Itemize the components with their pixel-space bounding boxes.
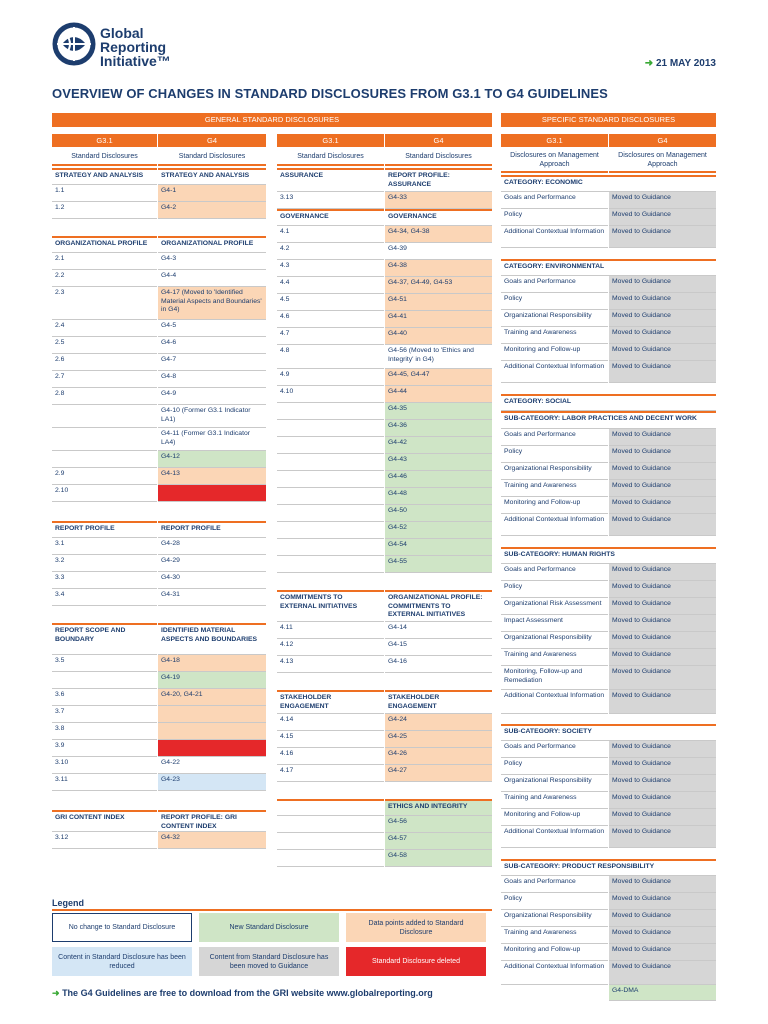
g31-cell: Goals and Performance — [501, 876, 608, 893]
g31-cell: Goals and Performance — [501, 564, 608, 581]
general-section-header: GENERAL STANDARD DISCLOSURES — [52, 113, 492, 127]
g4-cell: G4-22 — [158, 757, 266, 774]
category-header: CATEGORY: SOCIAL — [501, 394, 716, 411]
g31-cell: 2.8 — [52, 388, 157, 405]
g4-cell: G4-30 — [158, 572, 266, 589]
g4-cell: G4-57 — [385, 833, 492, 850]
g4-cell: G4-25 — [385, 731, 492, 748]
g31-cell: 1.2 — [52, 202, 157, 219]
category-g31-label: GRI CONTENT INDEX — [52, 810, 157, 832]
g4-cell: G4-3 — [158, 253, 266, 270]
g31-cell: Training and Awareness — [501, 327, 608, 344]
col1-g4-header: G4 — [158, 134, 266, 147]
g31-cell: 2.1 — [52, 253, 157, 270]
g31-cell: Policy — [501, 893, 608, 910]
g31-cell: Additional Contextual Information — [501, 514, 608, 536]
legend-item: Standard Disclosure deleted — [346, 947, 486, 976]
g4-cell: Moved to Guidance — [609, 310, 716, 327]
category-g31-label: COMMITMENTS TO EXTERNAL INITIATIVES — [277, 590, 384, 622]
category-g4-label: IDENTIFIED MATERIAL ASPECTS AND BOUNDARIES — [158, 623, 266, 655]
g31-cell: 2.5 — [52, 337, 157, 354]
legend-item: Content from Standard Disclosure has been moved to Guidance — [199, 947, 339, 976]
g31-cell: 4.3 — [277, 260, 384, 277]
g31-cell: 3.8 — [52, 723, 157, 740]
g4-cell: G4-48 — [385, 488, 492, 505]
g31-cell: 2.10 — [52, 485, 157, 502]
category-header: SUB-CATEGORY: LABOR PRACTICES AND DECENT WORK — [501, 411, 716, 429]
category-g4-label: REPORT PROFILE: ASSURANCE — [385, 168, 492, 192]
g31-cell: Additional Contextual Information — [501, 961, 608, 985]
g4-cell: G4-26 — [385, 748, 492, 765]
g31-cell: 3.11 — [52, 774, 157, 791]
g4-cell: Moved to Guidance — [609, 809, 716, 826]
col2-g31-subheader: Standard Disclosures — [277, 149, 384, 166]
g31-cell: Impact Assessment — [501, 615, 608, 632]
g31-cell: 4.17 — [277, 765, 384, 782]
g31-cell — [501, 985, 608, 1001]
g31-cell: Monitoring, Follow-up and Remediation — [501, 666, 608, 690]
arrow-right-icon: ➜ — [644, 58, 654, 69]
g4-cell: G4-4 — [158, 270, 266, 287]
g31-cell: Goals and Performance — [501, 192, 608, 209]
g31-cell: 4.12 — [277, 639, 384, 656]
g4-cell: G4-55 — [385, 556, 492, 573]
g31-cell: Policy — [501, 446, 608, 463]
col1-g4-subheader: Standard Disclosures — [158, 149, 266, 166]
g4-cell: Moved to Guidance — [609, 429, 716, 446]
g4-cell: Moved to Guidance — [609, 944, 716, 961]
category-header: CATEGORY: ECONOMIC — [501, 175, 716, 192]
g4-cell: G4-9 — [158, 388, 266, 405]
category-g4-label: STAKEHOLDER ENGAGEMENT — [385, 690, 492, 714]
g31-cell — [52, 672, 157, 689]
g4-cell: Moved to Guidance — [609, 276, 716, 293]
g31-cell: 2.2 — [52, 270, 157, 287]
g31-cell: 4.1 — [277, 226, 384, 243]
g31-cell — [277, 437, 384, 454]
g4-cell: Moved to Guidance — [609, 927, 716, 944]
g4-cell: Moved to Guidance — [609, 775, 716, 792]
legend-item: Content in Standard Disclosure has been reduced — [52, 947, 192, 976]
g4-cell: G4-43 — [385, 454, 492, 471]
g4-cell: Moved to Guidance — [609, 497, 716, 514]
category-g31-label: ORGANIZATIONAL PROFILE — [52, 236, 157, 253]
gri-logo — [52, 22, 171, 71]
g4-cell: G4-56 — [385, 816, 492, 833]
g4-cell: G4-7 — [158, 354, 266, 371]
g4-cell — [158, 485, 266, 502]
category-g4-label: REPORT PROFILE: GRI CONTENT INDEX — [158, 810, 266, 832]
g31-cell — [277, 522, 384, 539]
g4-cell: G4-54 — [385, 539, 492, 556]
g31-cell — [277, 471, 384, 488]
g4-cell: G4-6 — [158, 337, 266, 354]
g4-cell: Moved to Guidance — [609, 327, 716, 344]
g4-cell: Moved to Guidance — [609, 293, 716, 310]
g31-cell: Goals and Performance — [501, 276, 608, 293]
g31-cell: Training and Awareness — [501, 649, 608, 666]
g31-cell: Organizational Responsibility — [501, 463, 608, 480]
g4-cell: G4-DMA — [609, 985, 716, 1001]
g4-cell: G4-40 — [385, 328, 492, 345]
g4-cell: G4-39 — [385, 243, 492, 260]
col2-g4-header: G4 — [385, 134, 492, 147]
g31-cell — [277, 505, 384, 522]
col3-g31-header: G3.1 — [501, 134, 608, 147]
g4-cell: Moved to Guidance — [609, 961, 716, 985]
arrow-right-icon: ➜ — [52, 988, 60, 998]
g31-cell — [277, 539, 384, 556]
col3-g4-subheader: Disclosures on Management Approach — [609, 149, 716, 173]
g4-cell — [158, 723, 266, 740]
g31-cell: 4.4 — [277, 277, 384, 294]
g31-cell: Policy — [501, 293, 608, 310]
g31-cell: 4.2 — [277, 243, 384, 260]
g4-cell: Moved to Guidance — [609, 649, 716, 666]
col1-g31-subheader: Standard Disclosures — [52, 149, 157, 166]
col2-g31-header: G3.1 — [277, 134, 384, 147]
col1-g31-header: G3.1 — [52, 134, 157, 147]
g31-cell: Organizational Risk Assessment — [501, 598, 608, 615]
g4-cell: G4-37, G4-49, G4-53 — [385, 277, 492, 294]
g31-cell: Additional Contextual Information — [501, 826, 608, 848]
g31-cell — [277, 488, 384, 505]
g31-cell — [277, 454, 384, 471]
g4-cell: G4-51 — [385, 294, 492, 311]
g31-cell: 3.12 — [52, 832, 157, 849]
g31-cell: 3.13 — [277, 192, 384, 209]
g4-cell: G4-12 — [158, 451, 266, 468]
date-text: 21 MAY 2013 — [655, 58, 716, 69]
g4-cell: G4-14 — [385, 622, 492, 639]
g31-cell: 4.6 — [277, 311, 384, 328]
g4-cell: Moved to Guidance — [609, 632, 716, 649]
g4-cell: G4-18 — [158, 655, 266, 672]
category-g4-label: ORGANIZATIONAL PROFILE — [158, 236, 266, 253]
g4-cell: G4-13 — [158, 468, 266, 485]
g4-cell: G4-32 — [158, 832, 266, 849]
g4-cell: Moved to Guidance — [609, 463, 716, 480]
g31-cell: 4.14 — [277, 714, 384, 731]
category-g31-label: STAKEHOLDER ENGAGEMENT — [277, 690, 384, 714]
g31-cell: 3.5 — [52, 655, 157, 672]
g4-cell: G4-42 — [385, 437, 492, 454]
g4-cell: Moved to Guidance — [609, 209, 716, 226]
g4-cell: G4-38 — [385, 260, 492, 277]
g4-cell: G4-31 — [158, 589, 266, 606]
g4-cell: G4-41 — [385, 311, 492, 328]
g31-cell: 2.9 — [52, 468, 157, 485]
category-header: SUB-CATEGORY: HUMAN RIGHTS — [501, 547, 716, 564]
g31-cell: Organizational Responsibility — [501, 632, 608, 649]
g4-cell: G4-56 (Moved to 'Ethics and Integrity' in G4) — [385, 345, 492, 369]
g31-cell: 4.5 — [277, 294, 384, 311]
g4-cell: G4-52 — [385, 522, 492, 539]
col2-g4-subheader: Standard Disclosures — [385, 149, 492, 166]
logo-line-3: Initiative™ — [100, 53, 171, 69]
g4-cell: G4-19 — [158, 672, 266, 689]
g4-cell: Moved to Guidance — [609, 826, 716, 848]
logo-line-2: Reporting — [100, 39, 167, 55]
g31-cell — [52, 451, 157, 468]
g31-cell: Monitoring and Follow-up — [501, 809, 608, 826]
g4-cell: Moved to Guidance — [609, 893, 716, 910]
footer-note — [52, 988, 433, 999]
g31-cell: Monitoring and Follow-up — [501, 344, 608, 361]
g4-cell: G4-46 — [385, 471, 492, 488]
g4-cell: G4-34, G4-38 — [385, 226, 492, 243]
g4-cell: G4-15 — [385, 639, 492, 656]
g4-cell: Moved to Guidance — [609, 514, 716, 536]
g4-cell: G4-44 — [385, 386, 492, 403]
g31-cell: 3.4 — [52, 589, 157, 606]
g4-cell: G4-50 — [385, 505, 492, 522]
g4-cell: G4-33 — [385, 192, 492, 209]
g31-cell: 3.3 — [52, 572, 157, 589]
g31-cell: Additional Contextual Information — [501, 226, 608, 248]
g4-cell: Moved to Guidance — [609, 876, 716, 893]
category-g4-label: REPORT PROFILE — [158, 521, 266, 538]
g4-cell: G4-45, G4-47 — [385, 369, 492, 386]
g4-cell: G4-1 — [158, 185, 266, 202]
category-header: CATEGORY: ENVIRONMENTAL — [501, 259, 716, 276]
g31-cell — [277, 556, 384, 573]
g4-cell: Moved to Guidance — [609, 581, 716, 598]
g4-cell: Moved to Guidance — [609, 666, 716, 690]
category-g31-label: REPORT SCOPE AND BOUNDARY — [52, 623, 157, 655]
g4-cell: Moved to Guidance — [609, 910, 716, 927]
g4-cell: G4-35 — [385, 403, 492, 420]
legend-title: Legend — [52, 898, 85, 908]
g4-cell: G4-17 (Moved to 'Identified Material Aspects and Boundaries' in G4) — [158, 287, 266, 320]
g31-cell: 4.7 — [277, 328, 384, 345]
g4-cell: G4-29 — [158, 555, 266, 572]
category-g4-label: STRATEGY AND ANALYSIS — [158, 168, 266, 185]
legend-item: New Standard Disclosure — [199, 913, 339, 942]
g31-cell: Policy — [501, 209, 608, 226]
g31-cell: Monitoring and Follow-up — [501, 944, 608, 961]
g4-cell: G4-36 — [385, 420, 492, 437]
g4-cell: G4-24 — [385, 714, 492, 731]
category-g31-label: STRATEGY AND ANALYSIS — [52, 168, 157, 185]
category-header: SUB-CATEGORY: PRODUCT RESPONSIBILITY — [501, 859, 716, 876]
g4-cell: G4-27 — [385, 765, 492, 782]
category-header: SUB-CATEGORY: SOCIETY — [501, 724, 716, 741]
g31-cell — [277, 420, 384, 437]
g4-cell: Moved to Guidance — [609, 480, 716, 497]
g4-cell: Moved to Guidance — [609, 758, 716, 775]
category-g31-label: GOVERNANCE — [277, 209, 384, 226]
g4-cell: Moved to Guidance — [609, 361, 716, 383]
g31-cell: Monitoring and Follow-up — [501, 497, 608, 514]
g31-cell: Additional Contextual Information — [501, 690, 608, 714]
g31-cell: Organizational Responsibility — [501, 910, 608, 927]
g31-cell — [277, 816, 384, 833]
g4-cell: Moved to Guidance — [609, 741, 716, 758]
g31-cell: 4.13 — [277, 656, 384, 673]
g4-cell: G4-58 — [385, 850, 492, 867]
category-g31-label: ASSURANCE — [277, 168, 384, 192]
g31-cell: 3.1 — [52, 538, 157, 555]
g4-cell: Moved to Guidance — [609, 690, 716, 714]
category-g4-label: ORGANIZATIONAL PROFILE: COMMITMENTS TO EXTERNAL INITIATIVES — [385, 590, 492, 622]
g4-cell: G4-11 (Former G3.1 Indicator LA4) — [158, 428, 266, 451]
g4-cell: G4-2 — [158, 202, 266, 219]
publish-date — [645, 58, 716, 69]
g31-cell: 4.9 — [277, 369, 384, 386]
g4-cell: G4-8 — [158, 371, 266, 388]
g4-cell: Moved to Guidance — [609, 192, 716, 209]
g31-cell: Training and Awareness — [501, 480, 608, 497]
g31-cell: Training and Awareness — [501, 792, 608, 809]
g31-cell: Organizational Responsibility — [501, 310, 608, 327]
g31-cell: 4.15 — [277, 731, 384, 748]
g4-cell: Moved to Guidance — [609, 226, 716, 248]
g31-cell: 2.7 — [52, 371, 157, 388]
g4-cell: Moved to Guidance — [609, 598, 716, 615]
g4-cell: Moved to Guidance — [609, 564, 716, 581]
category-g31-label — [277, 799, 384, 816]
footer-text: The G4 Guidelines are free to download from the GRI website www.globalreporting.org — [62, 988, 433, 998]
g4-cell: Moved to Guidance — [609, 615, 716, 632]
g31-cell: 4.11 — [277, 622, 384, 639]
category-g4-label: ETHICS AND INTEGRITY — [385, 799, 492, 816]
category-g31-label: REPORT PROFILE — [52, 521, 157, 538]
g31-cell: Goals and Performance — [501, 741, 608, 758]
category-g4-label: GOVERNANCE — [385, 209, 492, 226]
col3-g4-header: G4 — [609, 134, 716, 147]
g4-cell: Moved to Guidance — [609, 446, 716, 463]
g31-cell: Goals and Performance — [501, 429, 608, 446]
g31-cell: 4.16 — [277, 748, 384, 765]
logo-line-1: Global — [100, 25, 144, 41]
specific-section-header: SPECIFIC STANDARD DISCLOSURES — [501, 113, 716, 127]
legend-item: Data points added to Standard Disclosure — [346, 913, 486, 942]
page-title: OVERVIEW OF CHANGES IN STANDARD DISCLOSURES FROM G3.1 TO G4 GUIDELINES — [52, 86, 608, 101]
g4-cell: G4-20, G4-21 — [158, 689, 266, 706]
g4-cell: Moved to Guidance — [609, 344, 716, 361]
g31-cell: Additional Contextual Information — [501, 361, 608, 383]
g31-cell: 3.9 — [52, 740, 157, 757]
g31-cell: 3.6 — [52, 689, 157, 706]
col3-g31-subheader: Disclosures on Management Approach — [501, 149, 608, 173]
g31-cell: Policy — [501, 758, 608, 775]
g31-cell — [277, 850, 384, 867]
g31-cell — [52, 428, 157, 451]
g31-cell: 2.6 — [52, 354, 157, 371]
g4-cell: G4-10 (Former G3.1 Indicator LA1) — [158, 405, 266, 428]
g31-cell: 3.2 — [52, 555, 157, 572]
g31-cell: Training and Awareness — [501, 927, 608, 944]
g31-cell — [52, 405, 157, 428]
g31-cell: 2.3 — [52, 287, 157, 320]
g31-cell — [277, 403, 384, 420]
globe-icon — [52, 22, 96, 66]
g4-cell: G4-28 — [158, 538, 266, 555]
g4-cell — [158, 706, 266, 723]
g31-cell: 4.10 — [277, 386, 384, 403]
legend-divider — [52, 909, 492, 911]
g31-cell: 1.1 — [52, 185, 157, 202]
g31-cell: Organizational Responsibility — [501, 775, 608, 792]
g4-cell: G4-5 — [158, 320, 266, 337]
g4-cell: G4-16 — [385, 656, 492, 673]
g4-cell — [158, 740, 266, 757]
g4-cell: Moved to Guidance — [609, 792, 716, 809]
g31-cell: 4.8 — [277, 345, 384, 369]
g4-cell: G4-23 — [158, 774, 266, 791]
g31-cell: 3.7 — [52, 706, 157, 723]
g31-cell: 3.10 — [52, 757, 157, 774]
legend-item: No change to Standard Disclosure — [52, 913, 192, 942]
g31-cell — [277, 833, 384, 850]
g31-cell: Policy — [501, 581, 608, 598]
g31-cell: 2.4 — [52, 320, 157, 337]
